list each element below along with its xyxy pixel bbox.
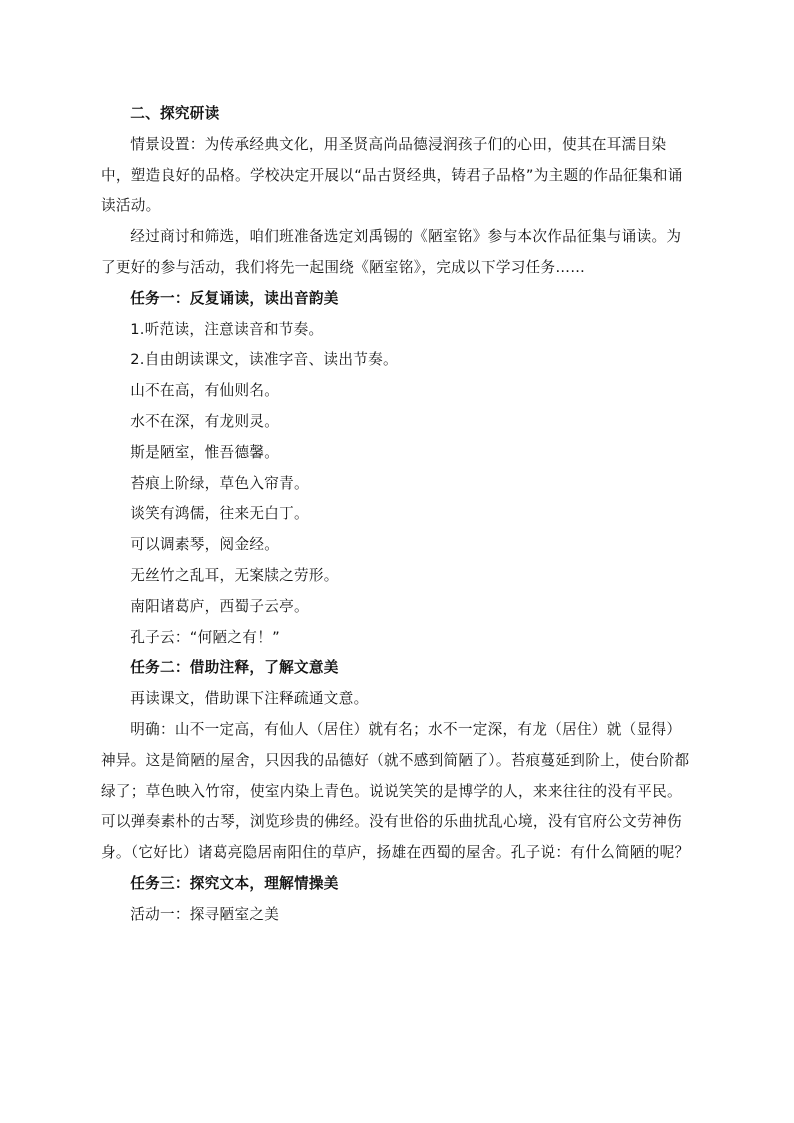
task3-heading: 任务三：探究文本，理解情操美 bbox=[130, 874, 339, 892]
scenario-paragraph: 情景设置：为传承经典文化，用圣贤高尚品德浸润孩子们的心田，使其在耳濡目染中，塑造良好的品格。学校决定开展以“品古贤经典，铸君子品格”为主题的作品征集和诵读活动。 bbox=[101, 135, 683, 215]
task3-activity-1: 活动一：探寻陋室之美 bbox=[130, 905, 280, 923]
task1-step-2: 2.自由朗读课文，读准字音、读出节奏。 bbox=[130, 351, 398, 369]
task1-heading: 任务一：反复诵读，读出音韵美 bbox=[130, 289, 339, 307]
poem-line-3: 斯是陋室，惟吾德馨。 bbox=[130, 443, 280, 461]
poem-line-8: 南阳诸葛庐，西蜀子云亭。 bbox=[130, 597, 309, 615]
task1-step-1: 1.听范读，注意读音和节奏。 bbox=[130, 320, 324, 338]
selection-paragraph: 经过商讨和筛选，咱们班准备选定刘禹锡的《陋室铭》参与本次作品征集与诵读。为了更好的参与活动，我们将先一起围绕《陋室铭》，完成以下学习任务…… bbox=[101, 228, 682, 276]
poem-line-1: 山不在高，有仙则名。 bbox=[130, 382, 280, 400]
task2-answer: 明确：山不一定高，有仙人（居住）就有名；水不一定深，有龙（居住）就（显得）神异。这是简陋的屋舍，只因我的品德好（就不感到简陋了）。苔痕蔓延到阶上，使台阶都绿了；草色映入竹帘，使室内染上青色。说说笑笑的是博学的人，来来往往的没有平民。可以弹奏素朴的古琴，浏览珍贵的佛经。没有世俗的乐曲扰乱心境，没有官府公文劳神伤身。（它好比）诸葛亮隐居南阳住的草庐，扬雄在西蜀的屋舍。孔子说：有什么简陋的呢？ bbox=[101, 720, 690, 862]
section-heading: 二、探究研读 bbox=[130, 105, 220, 122]
document-body bbox=[101, 99, 691, 931]
task2-heading: 任务二：借助注释，了解文意美 bbox=[130, 659, 339, 677]
poem-line-5: 谈笑有鸿儒，往来无白丁。 bbox=[130, 505, 309, 523]
poem-line-2: 水不在深，有龙则灵。 bbox=[130, 412, 280, 430]
poem-line-9: 孔子云：“何陋之有！” bbox=[130, 628, 280, 646]
poem-line-7: 无丝竹之乱耳，无案牍之劳形。 bbox=[130, 566, 339, 584]
poem-line-6: 可以调素琴，阅金经。 bbox=[130, 536, 280, 554]
poem-line-4: 苔痕上阶绿，草色入帘青。 bbox=[130, 474, 309, 492]
task2-instruction: 再读课文，借助课下注释疏通文意。 bbox=[130, 690, 369, 708]
